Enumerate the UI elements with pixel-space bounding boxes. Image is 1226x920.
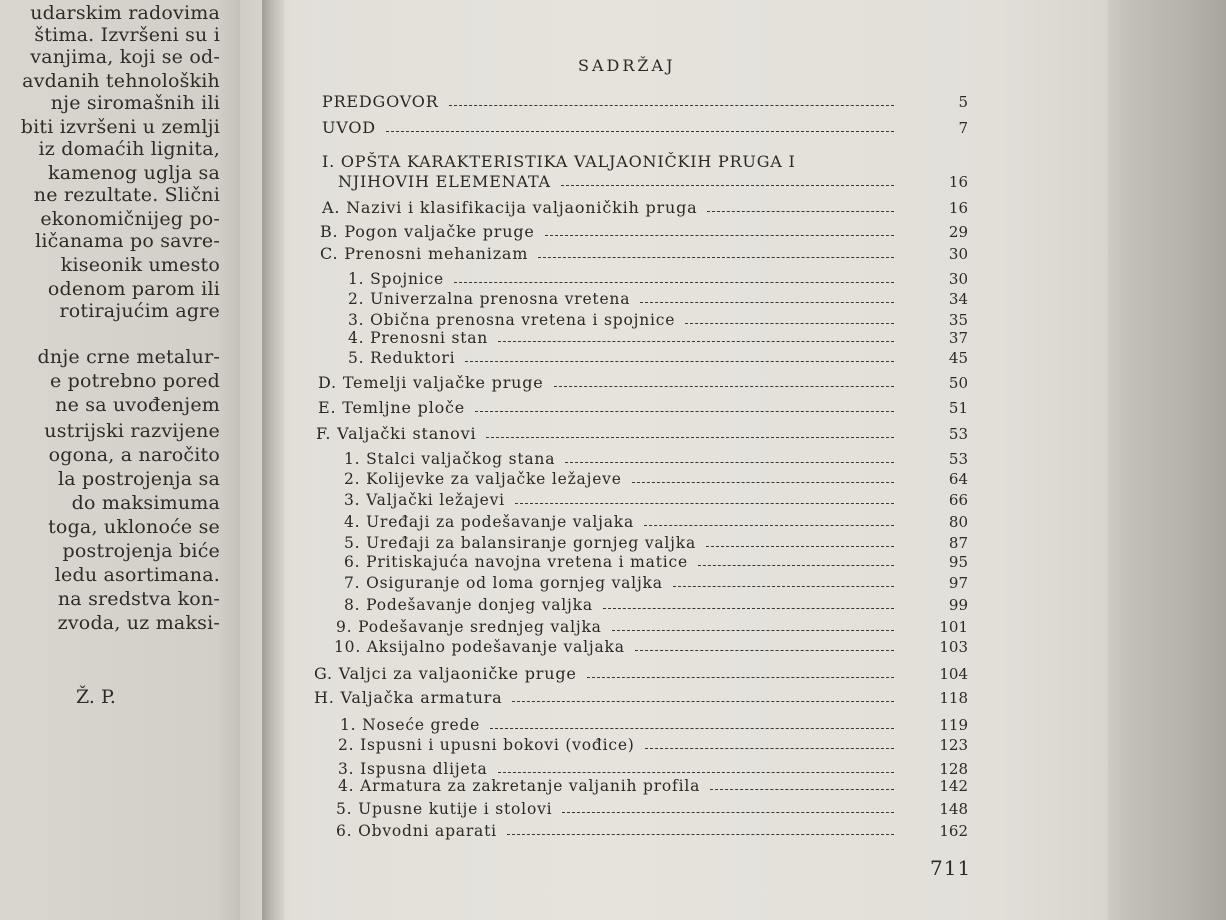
- toc-entry-page: 45: [948, 349, 968, 367]
- toc-entry-label: 6. Obvodni aparati: [336, 822, 497, 840]
- left-page-line: ne rezultate. Slični: [33, 184, 220, 206]
- toc-entry-label: 10. Aksijalno podešavanje valjaka: [334, 638, 625, 656]
- toc-entry-label: 2. Kolijevke za valjačke ležajeve: [344, 470, 622, 488]
- toc-leader-dashes: [632, 482, 894, 483]
- left-page-line: ne sa uvođenjem: [55, 394, 220, 416]
- toc-entry-page: 16: [948, 173, 968, 191]
- toc-leader-dashes: [706, 546, 894, 547]
- toc-leader-dashes: [386, 131, 894, 132]
- toc-leader-dashes: [685, 323, 894, 324]
- toc-leader-dashes: [538, 257, 894, 258]
- toc-leader-dashes: [507, 834, 894, 835]
- toc-entry-page: 66: [948, 491, 968, 509]
- toc-entry: [318, 398, 968, 417]
- toc-leader-dashes: [673, 586, 894, 587]
- toc-entry: [344, 534, 968, 552]
- toc-entry-page: 34: [948, 290, 968, 308]
- toc-entry-label: 1. Spojnice: [348, 270, 444, 288]
- toc-entry-label: 3. Ispusna dlijeta: [338, 760, 488, 778]
- toc-entry: [338, 760, 968, 778]
- toc-entry-page: 7: [958, 119, 968, 137]
- toc-entry: [336, 800, 968, 818]
- left-page-line: toga, uklonoće se: [48, 516, 220, 538]
- toc-entry: [348, 311, 968, 329]
- left-page-line: do maksimuma: [71, 492, 220, 514]
- toc-entry: [334, 638, 968, 656]
- toc-entry-label: 9. Podešavanje srednjeg valjka: [336, 618, 602, 636]
- toc-leader-dashes: [449, 105, 894, 106]
- toc-entry: [338, 172, 968, 191]
- toc-leader-dashes: [644, 525, 894, 526]
- toc-leader-dashes: [475, 411, 894, 412]
- toc-entry: [338, 736, 968, 754]
- toc-leader-dashes: [603, 608, 894, 609]
- page-number: 711: [930, 856, 972, 880]
- toc-entry-label: 5. Reduktori: [348, 349, 456, 367]
- toc-leader-dashes: [545, 235, 894, 236]
- toc-entry-page: 37: [948, 329, 968, 347]
- toc-entry: [344, 553, 968, 571]
- toc-leader-dashes: [512, 701, 894, 702]
- toc-entry: [344, 470, 968, 488]
- toc-entry-label: F. Valjački stanovi: [316, 424, 477, 443]
- toc-leader-dashes: [486, 437, 894, 438]
- left-page-line: dnje crne metalur-: [37, 346, 220, 368]
- toc-entry-page: 30: [948, 245, 968, 263]
- toc-leader-dashes: [612, 630, 894, 631]
- left-page-line: odenom parom ili: [47, 278, 220, 300]
- left-page-line: ledu asortimana.: [54, 564, 220, 586]
- toc-leader-dashes: [554, 386, 894, 387]
- left-page: [0, 0, 268, 920]
- toc-leader-dashes: [635, 650, 894, 651]
- toc-entry: [344, 513, 968, 531]
- toc-entry-page: 29: [948, 223, 968, 241]
- toc-entry-label: 2. Univerzalna prenosna vretena: [348, 290, 631, 308]
- toc-entry-label: UVOD: [322, 118, 376, 137]
- toc-entry-label: 4. Prenosni stan: [348, 329, 489, 347]
- toc-entry-page: 30: [948, 270, 968, 288]
- left-page-line: ogona, a naročito: [48, 444, 220, 466]
- toc-entry: [348, 290, 968, 308]
- toc-entry-label: 4. Armatura za zakretanje valjanih profila: [338, 777, 701, 795]
- toc-entry-page: 148: [939, 800, 968, 818]
- toc-entry-label: E. Temljne ploče: [318, 398, 466, 417]
- toc-entry-label: 8. Podešavanje donjeg valjka: [344, 596, 593, 614]
- toc-entry: [336, 822, 968, 840]
- toc-entry: [322, 198, 968, 217]
- toc-entry-label: H. Valjačka armatura: [314, 688, 503, 707]
- toc-leader-dashes: [515, 503, 894, 504]
- toc-entry-label: 3. Valjački ležajevi: [344, 491, 505, 509]
- toc-entry-label: 1. Stalci valjačkog stana: [344, 450, 556, 468]
- toc-entry-label: 3. Obična prenosna vretena i spojnice: [348, 311, 676, 329]
- toc-entry-page: 80: [948, 513, 968, 531]
- toc-entry-label: C. Prenosni mehanizam: [320, 244, 529, 263]
- toc-entry: [320, 222, 968, 241]
- toc-entry-label: B. Pogon valjačke pruge: [320, 222, 535, 241]
- toc-leader-dashes: [498, 772, 895, 773]
- toc-entry-page: 64: [948, 470, 968, 488]
- toc-entry-label: 5. Upusne kutije i stolovi: [336, 800, 553, 818]
- toc-entry-label: 6. Pritiskajuća navojna vretena i matice: [344, 553, 688, 571]
- toc-entry: [314, 688, 968, 707]
- left-page-line: kiseonik umesto: [60, 254, 220, 276]
- toc-entry-page: 103: [939, 638, 968, 656]
- toc-entry: [314, 664, 968, 683]
- toc-leader-dashes: [465, 361, 894, 362]
- toc-entry-page: 53: [948, 450, 968, 468]
- left-page-line: postrojenja biće: [62, 540, 220, 562]
- toc-entry-label: I. OPŠTA KARAKTERISTIKA VALJAONIČKIH PRUGA I: [322, 152, 796, 171]
- toc-entry: [320, 244, 968, 263]
- toc-entry: [316, 424, 968, 443]
- toc-entry-label: NJIHOVIH ELEMENATA: [338, 172, 551, 191]
- toc-entry-label: D. Temelji valjačke pruge: [318, 373, 544, 392]
- toc-leader-dashes: [454, 282, 894, 283]
- toc-entry-page: 16: [948, 199, 968, 217]
- toc-entry-page: 128: [939, 760, 968, 778]
- toc-leader-dashes: [587, 677, 894, 678]
- toc-leader-dashes: [698, 565, 894, 566]
- toc-leader-dashes: [490, 728, 894, 729]
- toc-entry-page: 87: [948, 534, 968, 552]
- toc-entry-page: 162: [939, 822, 968, 840]
- toc-entry-page: 97: [948, 574, 968, 592]
- toc-entry-page: 118: [939, 689, 968, 707]
- toc-entry: [322, 152, 908, 171]
- toc-entry-page: 50: [948, 374, 968, 392]
- toc-entry: [344, 450, 968, 468]
- toc-entry-label: 1. Noseće grede: [340, 716, 481, 734]
- left-page-line: e potrebno pored: [49, 370, 220, 392]
- left-page-line: na sredstva kon-: [57, 588, 220, 610]
- left-page-line: avdanih tehnoloških: [22, 70, 220, 92]
- toc-leader-dashes: [710, 789, 894, 790]
- toc-entry-page: 123: [939, 736, 968, 754]
- left-page-line: ličanama po savre-: [35, 230, 220, 252]
- toc-entry: [322, 92, 968, 111]
- toc-leader-dashes: [561, 185, 894, 186]
- toc-entry-page: 99: [948, 596, 968, 614]
- toc-entry: [344, 574, 968, 592]
- toc-title: SADRŽAJ: [578, 56, 676, 75]
- toc-entry: [348, 349, 968, 367]
- left-page-signature: Ž. P.: [76, 686, 116, 708]
- left-page-line: iz domaćih lignita,: [38, 138, 220, 160]
- left-page-line: štima. Izvršeni su i: [34, 24, 220, 46]
- left-page-line: nje siromašnih ili: [50, 92, 220, 114]
- page-edge: [1108, 0, 1226, 920]
- toc-leader-dashes: [562, 812, 894, 813]
- left-page-line: rotirajućim agre: [59, 300, 220, 322]
- toc-entry-page: 53: [948, 425, 968, 443]
- toc-entry-page: 119: [939, 716, 968, 734]
- left-page-line: ekonomičnijeg po-: [40, 208, 220, 230]
- toc-entry-label: 4. Uređaji za podešavanje valjaka: [344, 513, 635, 531]
- toc-entry: [338, 777, 968, 795]
- toc-entry: [318, 373, 968, 392]
- toc-entry-page: 101: [939, 618, 968, 636]
- toc-leader-dashes: [645, 748, 894, 749]
- toc-entry-label: G. Valjci za valjaoničke pruge: [314, 664, 577, 683]
- toc-entry-label: 2. Ispusni i upusni bokovi (vođice): [338, 736, 635, 754]
- toc-leader-dashes: [640, 302, 894, 303]
- toc-entry: [322, 118, 968, 137]
- book-gutter: [262, 0, 284, 920]
- toc-entry-label: PREDGOVOR: [322, 92, 439, 111]
- left-page-line: la postrojenja sa: [57, 468, 220, 490]
- left-page-line: biti izvršeni u zemlji: [20, 116, 220, 138]
- toc-entry-page: 142: [939, 777, 968, 795]
- toc-entry: [348, 270, 968, 288]
- left-page-line: vanjima, koji se od-: [30, 46, 220, 68]
- left-page-line: ustrijski razvijene: [44, 420, 220, 442]
- left-page-line: kamenog uglja sa: [48, 162, 220, 184]
- toc-entry-page: 95: [948, 553, 968, 571]
- toc-entry: [344, 491, 968, 509]
- toc-leader-dashes: [707, 211, 894, 212]
- left-page-line: udarskim radovima: [30, 2, 220, 24]
- toc-entry-page: 51: [948, 399, 968, 417]
- toc-leader-dashes: [498, 341, 894, 342]
- toc-entry-label: 7. Osiguranje od loma gornjeg valjka: [344, 574, 663, 592]
- toc-entry: [344, 596, 968, 614]
- toc-entry-page: 5: [958, 93, 968, 111]
- toc-entry-label: A. Nazivi i klasifikacija valjaoničkih pruga: [322, 198, 698, 217]
- toc-entry-page: 104: [939, 665, 968, 683]
- left-page-line: zvoda, uz maksi-: [57, 612, 220, 634]
- toc-entry: [348, 329, 968, 347]
- toc-entry: [340, 716, 968, 734]
- toc-entry: [336, 618, 968, 636]
- toc-entry-label: 5. Uređaji za balansiranje gornjeg valjka: [344, 534, 697, 552]
- toc-leader-dashes: [565, 462, 894, 463]
- toc-entry-page: 35: [948, 311, 968, 329]
